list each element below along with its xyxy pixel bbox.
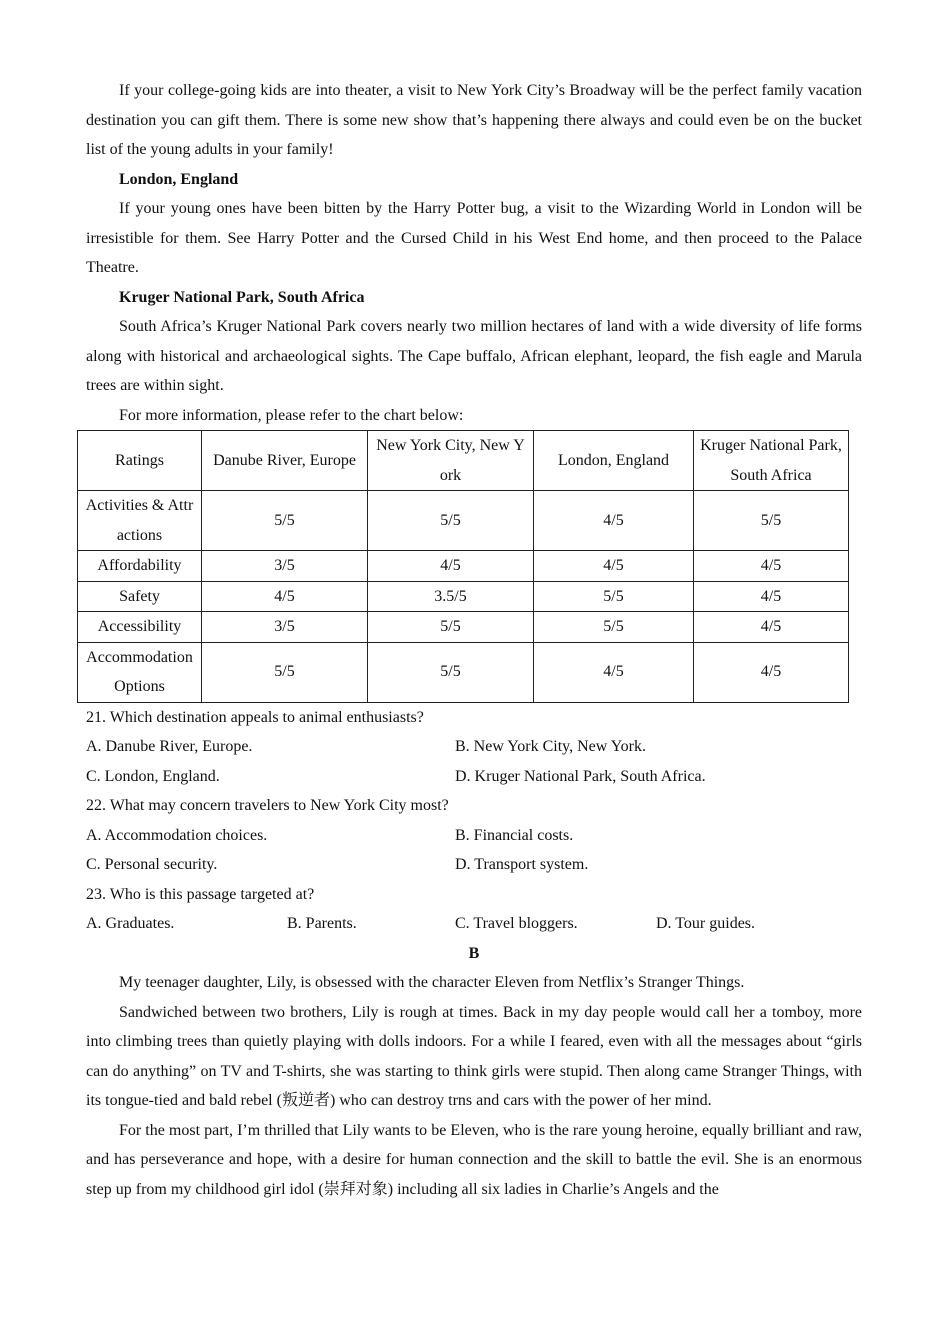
table-cell: 4/5 [694, 612, 849, 643]
document-page [86, 76, 862, 1204]
chart-intro: For more information, please refer to the chart below: [119, 406, 464, 424]
table-header-cell: London, England [534, 431, 694, 491]
option-b: B. Parents. [287, 915, 357, 932]
table-cell: 5/5 [202, 491, 368, 551]
london-heading: London, England [119, 170, 239, 188]
option-c: C. London, England. [86, 767, 220, 785]
table-cell: 4/5 [534, 491, 694, 551]
ratings-table [77, 430, 849, 703]
question-21-stem: 21. Which destination appeals to animal enthusiasts? [86, 708, 424, 726]
table-row [78, 491, 849, 551]
table-cell: 4/5 [694, 551, 849, 582]
table-header-row [78, 431, 849, 491]
question-21-options-row-2 [86, 762, 862, 792]
table-cell: 4/5 [368, 551, 534, 582]
question-23-stem: 23. Who is this passage targeted at? [86, 885, 315, 903]
passage-b-heading: B [468, 944, 480, 962]
option-c: C. Travel bloggers. [455, 915, 578, 932]
question-21-options-row-1 [86, 732, 862, 762]
row-label: Accommodation Options [78, 642, 202, 702]
option-a: A. Graduates. [86, 915, 175, 932]
row-label: Activities & Attractions [78, 491, 202, 551]
table-row [78, 551, 849, 582]
question-22-options-row-1 [86, 821, 862, 851]
option-a: A. Accommodation choices. [86, 826, 268, 844]
kruger-heading: Kruger National Park, South Africa [119, 288, 365, 306]
london-paragraph: If your young ones have been bitten by the Harry Potter bug, a visit to the Wizarding World in London will be irresistible for them. See Harry Potter and the Cursed Child in his West End home, and then proceed to the Palace Theatre. [86, 200, 862, 276]
question-22-options-row-2 [86, 850, 862, 880]
table-cell: 5/5 [694, 491, 849, 551]
table-header-cell: New York City, New York [368, 431, 534, 491]
table-cell: 4/5 [534, 642, 694, 702]
table-cell: 5/5 [368, 642, 534, 702]
table-cell: 4/5 [694, 642, 849, 702]
nyc-paragraph: If your college-going kids are into theater, a visit to New York City’s Broadway will be the perfect family vacation destination you can gift them. There is some new show that’s happening there always and could even be on the bucket list of the young adults in your family! [86, 82, 862, 158]
passage-b-paragraph-2: Sandwiched between two brothers, Lily is rough at times. Back in my day people would call her a tomboy, more into climbing trees than quietly playing with dolls indoors. For a while I feared, even with all the messages about “girls can do anything” on TV and T-shirts, she was starting to think girls were stupid. Then along came Stranger Things, with its tongue-tied and bald rebel (叛逆者) who can destroy trns and cars with the power of her mind. [86, 1003, 862, 1109]
option-c: C. Personal security. [86, 856, 218, 873]
option-d: D. Tour guides. [656, 915, 756, 932]
table-cell: 3/5 [202, 612, 368, 643]
row-label: Accessibility [78, 612, 202, 643]
question-23-options-row [86, 909, 862, 939]
option-d: D. Kruger National Park, South Africa. [455, 767, 706, 785]
table-cell: 4/5 [694, 581, 849, 612]
row-label: Safety [78, 581, 202, 612]
option-a: A. Danube River, Europe. [86, 738, 253, 755]
table-cell: 4/5 [534, 551, 694, 582]
table-row [78, 581, 849, 612]
row-label: Affordability [78, 551, 202, 582]
table-cell: 5/5 [368, 612, 534, 643]
table-cell: 5/5 [534, 581, 694, 612]
table-cell: 3/5 [202, 551, 368, 582]
option-b: B. New York City, New York. [455, 738, 646, 755]
option-d: D. Transport system. [455, 856, 589, 873]
option-b: B. Financial costs. [455, 826, 574, 844]
table-header-cell: Kruger National Park, South Africa [694, 431, 849, 491]
table-cell: 5/5 [368, 491, 534, 551]
table-cell: 5/5 [202, 642, 368, 702]
table-row [78, 612, 849, 643]
table-cell: 5/5 [534, 612, 694, 643]
passage-b-paragraph-1: My teenager daughter, Lily, is obsessed with the character Eleven from Netflix’s Stranger Things. [119, 974, 745, 991]
table-cell: 3.5/5 [368, 581, 534, 612]
passage-b-paragraph-3: For the most part, I’m thrilled that Lily wants to be Eleven, who is the rare young heroine, equally brilliant and raw, and has perseverance and hope, with a desire for human connection and the skill to battle the evil. She is an enormous step up from my childhood girl idol (崇拜对象) including all six ladies in Charlie’s Angels and the [86, 1121, 862, 1198]
table-cell: 4/5 [202, 581, 368, 612]
kruger-paragraph: South Africa’s Kruger National Park covers nearly two million hectares of land with a wide diversity of life forms along with historical and archaeological sights. The Cape buffalo, African elephant, leopard, the fish eagle and Marula trees are within sight. [86, 318, 862, 394]
question-22-stem: 22. What may concern travelers to New York City most? [86, 797, 449, 814]
table-row [78, 642, 849, 702]
table-header-cell: Danube River, Europe [202, 431, 368, 491]
table-header-cell: Ratings [78, 431, 202, 491]
